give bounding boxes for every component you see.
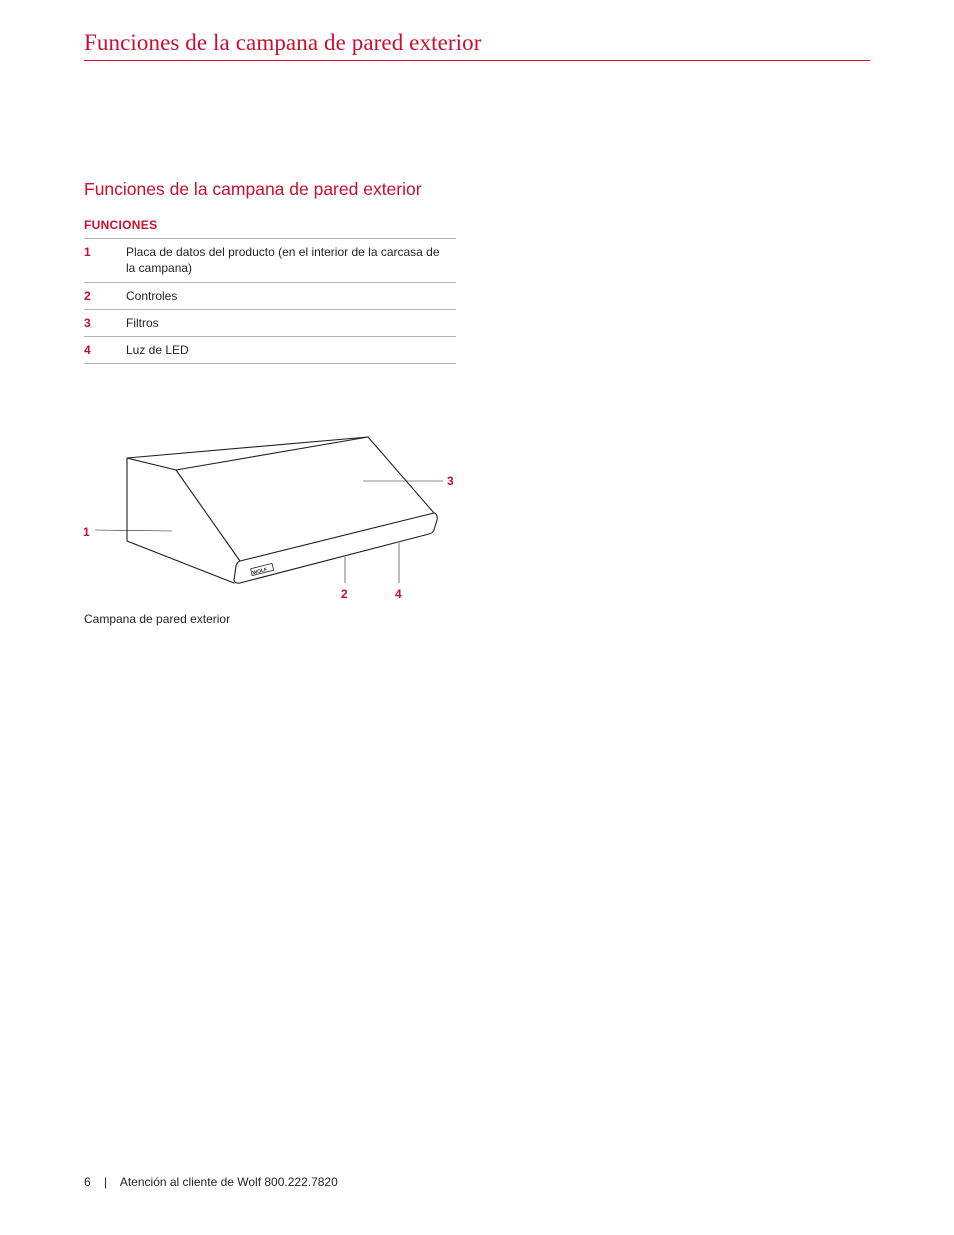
callout-3: 3	[447, 474, 454, 488]
feature-number: 3	[84, 316, 91, 330]
page-footer	[84, 1175, 338, 1189]
table-row	[84, 310, 456, 337]
feature-description: Filtros	[126, 316, 159, 330]
footer-separator: |	[104, 1175, 108, 1189]
footer-contact: Atención al cliente de Wolf 800.222.7820	[119, 1175, 338, 1189]
feature-number: 1	[84, 245, 91, 259]
features-table-header: FUNCIONES	[84, 218, 158, 232]
feature-number: 2	[84, 289, 91, 303]
callout-4: 4	[395, 587, 402, 601]
wolf-logo-badge	[251, 563, 274, 576]
hood-top-front-edge	[127, 437, 368, 470]
section-title: Funciones de la campana de pared exterior	[84, 179, 422, 199]
page-number: 6	[84, 1175, 91, 1189]
hood-slope-left-edge	[176, 470, 240, 561]
hood-top-back-edge	[127, 437, 368, 458]
table-row	[84, 283, 456, 310]
hood-slope-right-edge	[368, 437, 434, 513]
callout-2: 2	[341, 587, 348, 601]
title-divider	[84, 60, 870, 61]
figure-caption: Campana de pared exterior	[84, 612, 231, 626]
hood-left-side	[127, 458, 234, 583]
svg-text:WOLF: WOLF	[252, 566, 268, 577]
feature-description: Placa de datos del producto (en el interior de la carcasa de la campana)	[126, 245, 440, 275]
page-title: Funciones de la campana de pared exterior	[84, 30, 482, 55]
feature-description: Controles	[126, 289, 178, 303]
table-row	[84, 239, 456, 283]
feature-description: Luz de LED	[126, 343, 189, 357]
callout-1: 1	[83, 525, 90, 539]
features-table	[84, 238, 456, 364]
callout-line-1	[95, 530, 172, 531]
feature-number: 4	[84, 343, 91, 357]
table-row	[84, 337, 456, 364]
hood-front-lip	[234, 513, 437, 583]
